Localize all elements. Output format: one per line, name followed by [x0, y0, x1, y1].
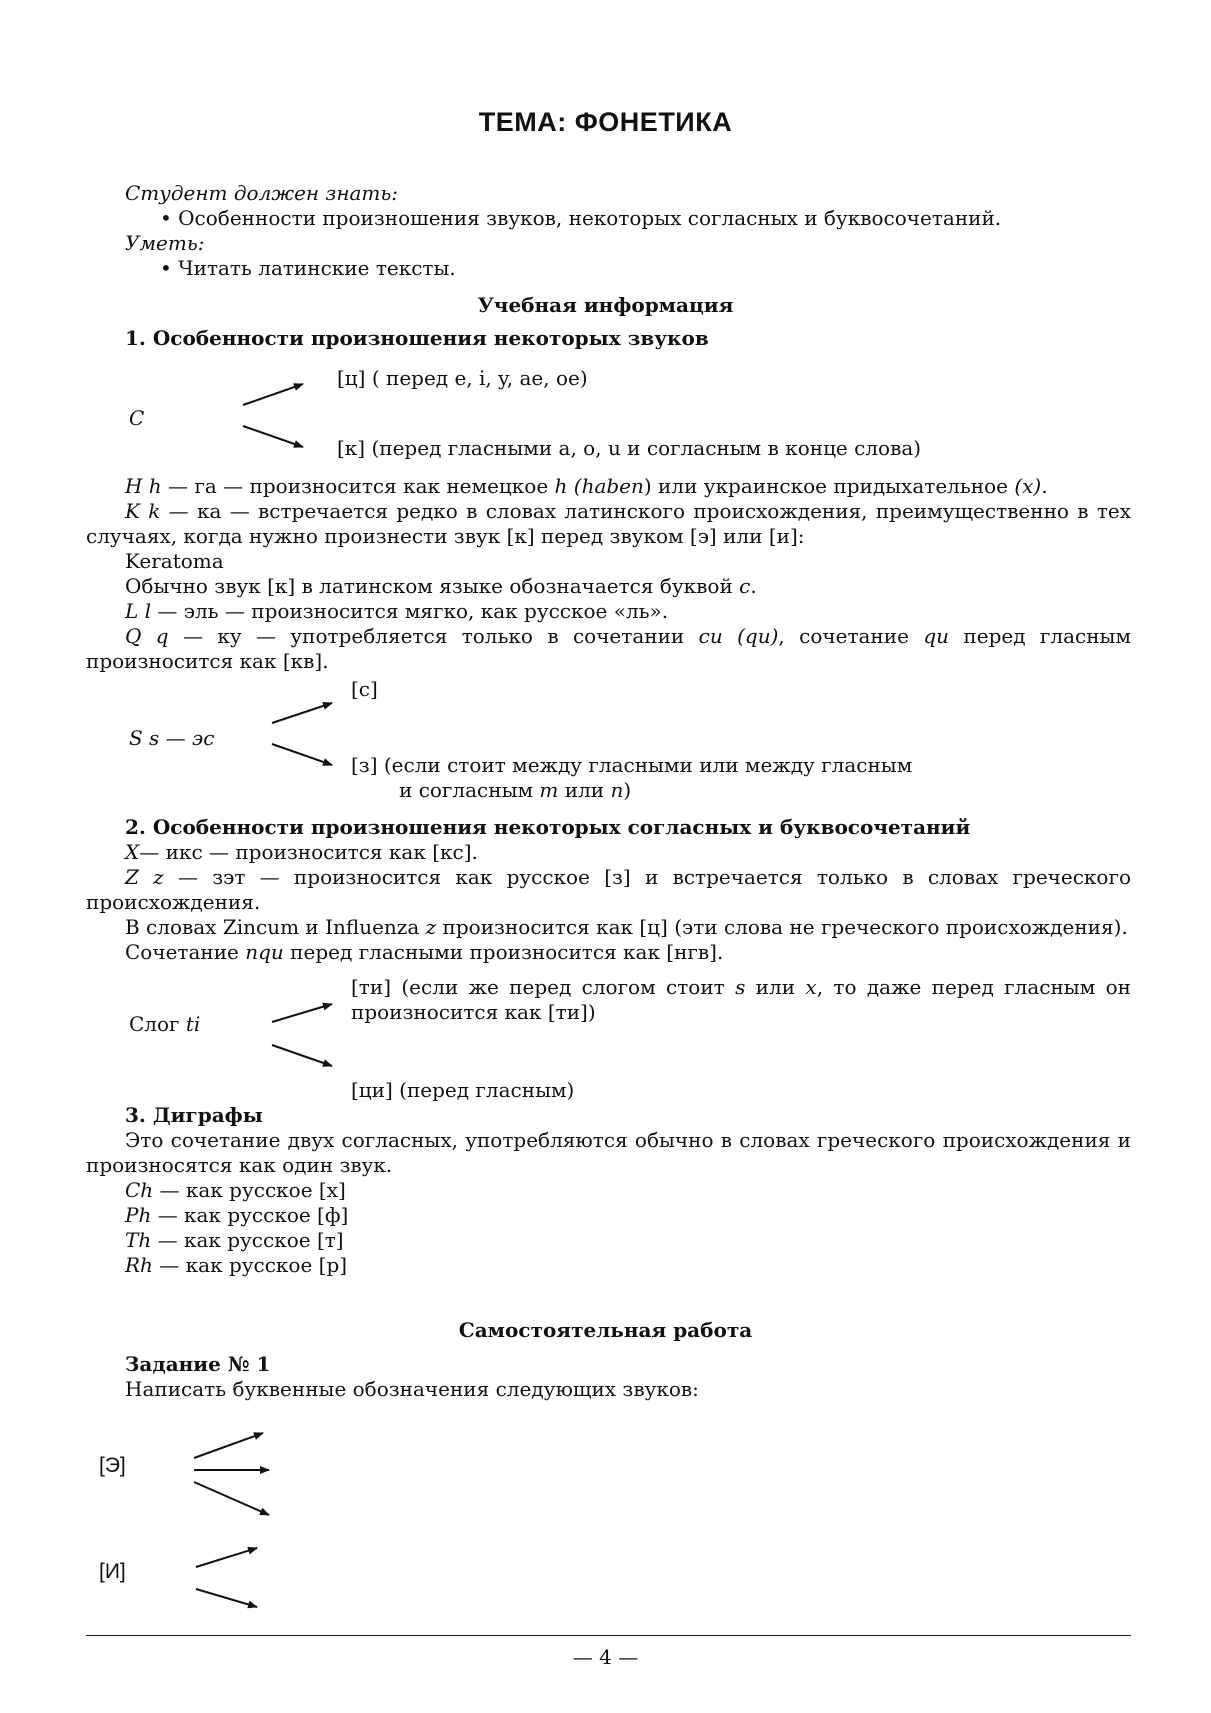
know-label: Студент должен знать: — [125, 181, 399, 205]
i-arrow-up — [196, 1548, 257, 1567]
h-lead: H h — [125, 474, 162, 498]
ti-branch-2: [ци] (перед гласным) — [351, 1078, 575, 1102]
i-arrow-down — [196, 1589, 257, 1607]
q-paragraph: Q q — ку — употребляется только в сочетании cu (qu), сочетание qu перед гласным произносится как [кв]. — [86, 624, 1132, 673]
page-title: ТЕМА: ФОНЕТИКА — [478, 107, 733, 137]
s-branch-2a: [з] (если стоит между гласными или между гласным — [351, 753, 913, 777]
c-arrow-up — [243, 384, 303, 405]
c-branch-1: [ц] ( перед e, i, y, ae, oe) — [337, 366, 588, 390]
s-branch-2b: и согласным m или n) — [399, 778, 632, 802]
ti-arrow-up — [272, 1004, 332, 1022]
x-line: X— икс — произносится как [кс]. — [125, 840, 478, 864]
e-arrow-up — [194, 1433, 263, 1458]
task-text: Написать буквенные обозначения следующих звуков: — [125, 1377, 699, 1401]
task-label: Задание № 1 — [125, 1352, 271, 1376]
z-paragraph: Z z — зэт — произносится как русское [з] и встречается только в словах греческого происхождения. — [86, 865, 1131, 914]
footer-rule — [86, 1635, 1131, 1636]
s-lead: S s — эс — [129, 726, 215, 750]
section1-heading: 1. Особенности произношения некоторых звуков — [125, 326, 709, 350]
k-note: Обычно звук [к] в латинском языке обозначается буквой c. — [125, 574, 757, 598]
zincum-line: В словах Zincum и Influenza z произносится как [ц] (эти слова не греческого происхождения). — [125, 915, 1128, 939]
can-item: • Читать латинские тексты. — [160, 256, 456, 280]
section3-heading: 3. Диграфы — [125, 1103, 263, 1127]
can-label: Уметь: — [125, 231, 205, 255]
k-paragraph: K k — ка — встречается редко в словах латинского происхождения, преимущественно в тех случаях, когда нужно произнести звук [к] перед звуком [э] или [и]: — [86, 499, 1131, 548]
s-branch-1: [с] — [351, 677, 378, 701]
digraph-paragraph: Это сочетание двух согласных, употребляются обычно в словах греческого происхождения и произносятся как один звук. — [86, 1128, 1131, 1177]
page-number: — 4 — — [572, 1645, 639, 1669]
k-lead: K k — [125, 499, 161, 523]
sound-i: [И] — [99, 1560, 126, 1583]
know-item: • Особенности произношения звуков, некоторых согласных и буквосочетаний. — [160, 206, 1002, 230]
sound-e: [Э] — [99, 1454, 126, 1477]
keratoma: Keratoma — [125, 549, 224, 573]
digraph-th: Th — как русское [т] — [125, 1228, 344, 1252]
info-heading: Учебная информация — [477, 293, 734, 317]
selfwork-heading: Самостоятельная работа — [458, 1318, 753, 1342]
l-line: L l — эль — произносится мягко, как русское «ль». — [125, 599, 669, 623]
e-arrow-down — [194, 1482, 269, 1515]
c-arrow-down — [243, 426, 303, 447]
digraph-rh: Rh — как русское [р] — [125, 1253, 348, 1277]
c-branch-2: [к] (перед гласными a, o, u и согласным в конце слова) — [337, 436, 922, 460]
h-line: H h — га — произносится как немецкое h (haben) или украинское придыхательное (х). — [125, 474, 1048, 498]
digraph-ph: Ph — как русское [ф] — [125, 1203, 349, 1227]
ti-branch-1: [ти] (если же перед слогом стоит s или x, то даже перед гласным он произносится как [ти]) — [351, 975, 1131, 1024]
ti-arrow-down — [272, 1045, 332, 1066]
s-arrow-up — [272, 703, 332, 723]
s-arrow-down — [272, 744, 332, 765]
nqu-line: Сочетание nqu перед гласными произносится как [нгв]. — [125, 940, 724, 964]
c-letter: C — [129, 406, 145, 430]
ti-lead: Слог ti — [129, 1012, 201, 1036]
digraph-ch: Ch — как русское [х] — [125, 1178, 346, 1202]
section2-heading: 2. Особенности произношения некоторых согласных и буквосочетаний — [125, 815, 971, 839]
